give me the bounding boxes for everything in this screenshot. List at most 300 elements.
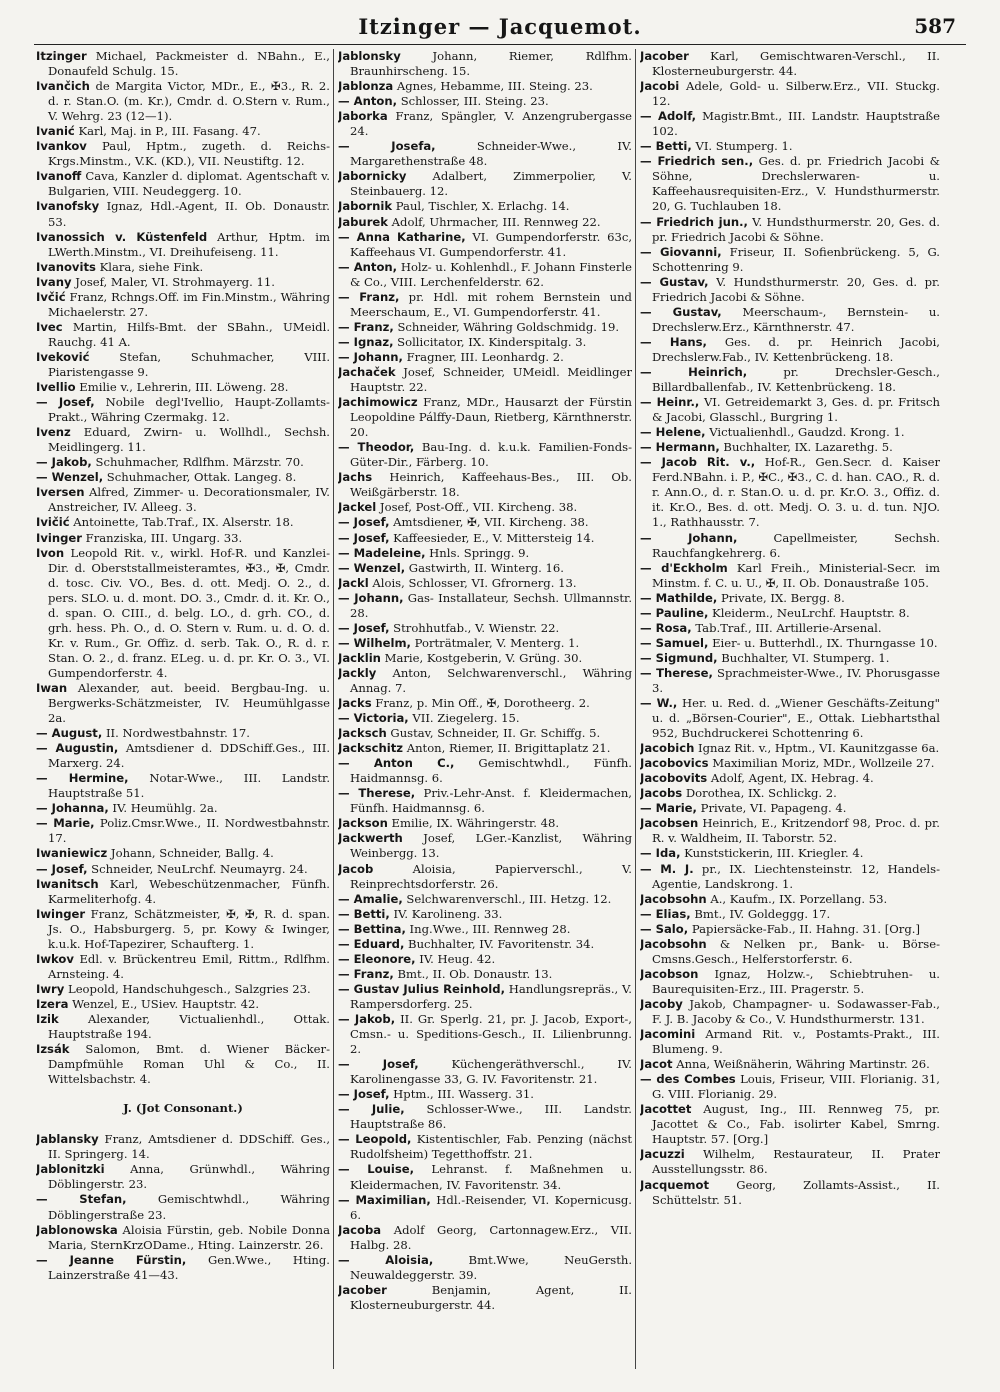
directory-entry — [640, 139, 940, 154]
directory-entry — [36, 79, 330, 124]
directory-entry — [36, 485, 330, 515]
directory-entry — [338, 515, 632, 530]
entry-surname: — Therese, — [338, 786, 416, 801]
entry-details: Gustav, Schneider, II. Gr. Schiffg. 5. — [386, 726, 601, 741]
entry-details: Ges. d. pr. Heinrich Jacobi, Drechslerw.Fab., IV. Kettenbrückeng. 18. — [652, 334, 940, 364]
directory-entry — [338, 831, 632, 861]
entry-surname: Jackel — [338, 500, 377, 515]
directory-entry — [338, 1193, 632, 1223]
entry-surname: — Wenzel, — [36, 470, 104, 485]
entry-details: Karl, Webeschützenmacher, Fünfh. Karmeliterhofg. 4. — [48, 876, 330, 906]
column-divider — [333, 49, 334, 1369]
entry-surname: — Franz, — [338, 319, 394, 334]
entry-details: Ignaz Rit. v., Hptm., VI. Kaunitzgasse 6a. — [694, 741, 940, 756]
entry-details: Emilie v., Lehrerin, III. Löweng. 28. — [75, 380, 289, 395]
entry-details: Franz, Schätzmeister, ✠, ✠, R. d. span. Js. O., Habsburgerg. 5, pr. Kowy & Iwinger, k.u.k. Hof-Tapezirer, Schaufterg. 1. — [48, 906, 330, 951]
entry-surname: — Gustav Julius Reinhold, — [338, 981, 505, 996]
entry-details: August, Ing., III. Rennweg 75, pr. Jacottet & Co., Fab. isolirter Kabel, Smrng. Hauptstr. 57. [Org.] — [652, 1102, 940, 1147]
directory-entry — [640, 395, 940, 425]
entry-surname: Jackwerth — [338, 831, 403, 846]
directory-entry — [338, 576, 632, 591]
directory-entry — [338, 350, 632, 365]
entry-surname: — Stefan, — [36, 1192, 127, 1207]
entry-details: Maximilian Moriz, MDr., Wollzeile 27. — [708, 756, 935, 771]
entry-details: Josef, Maler, VI. Strohmayerg. 11. — [71, 274, 275, 289]
entry-surname: — Betti, — [640, 139, 692, 154]
directory-entry — [338, 786, 632, 816]
directory-entry — [338, 290, 632, 320]
entry-surname: Jacoba — [338, 1222, 382, 1237]
entry-surname: Iwan — [36, 680, 68, 695]
entry-details: Franziska, III. Ungarg. 33. — [81, 530, 243, 545]
directory-entry — [36, 425, 330, 455]
directory-entry — [36, 846, 330, 861]
directory-entry — [338, 365, 632, 395]
column-divider — [635, 49, 636, 1369]
entry-surname: Jackschitz — [338, 741, 404, 756]
entry-surname: — Johann, — [640, 530, 738, 545]
entry-details: pr. Hdl. mit rohem Bernstein und Meerschaum, E., VI. Gumpendorferstr. 41. — [350, 289, 632, 319]
directory-entry — [36, 741, 330, 771]
entry-surname: Jacobovits — [640, 771, 708, 786]
entry-surname: Jacks — [338, 696, 372, 711]
entry-surname: Jacksch — [338, 726, 387, 741]
entry-details: Lehranst. f. Maßnehmen u. Kleidermachen, IV. Favoritenstr. 34. — [350, 1162, 632, 1192]
entry-details: Paul, Tischler, X. Erlachg. 14. — [392, 199, 570, 214]
entry-surname: — Wenzel, — [338, 560, 406, 575]
entry-surname: Izik — [36, 1012, 59, 1026]
directory-entry — [338, 561, 632, 576]
directory-entry — [338, 335, 632, 350]
entry-surname: — Jakob, — [338, 1012, 396, 1026]
entry-details: Alexander, aut. beeid. Bergbau-Ing. u. Bergwerks-Schätzmeister, IV. Heumühlgasse 2a. — [48, 680, 330, 726]
directory-entry — [338, 756, 632, 786]
directory-entry — [640, 215, 940, 245]
entry-surname: — Aloisia, — [338, 1252, 434, 1267]
entry-details: Holz- u. Kohlenhdl., F. Johann Finsterle & Co., VIII. Lerchenfelderstr. 62. — [350, 259, 632, 289]
entry-surname: — Jeanne Fürstin, — [36, 1252, 187, 1267]
entry-surname: — Josef, — [338, 515, 390, 530]
header-rule — [34, 44, 966, 45]
directory-entry — [338, 320, 632, 335]
entry-surname: Jaburek — [338, 214, 388, 229]
entry-surname: Iwaniewicz — [36, 846, 108, 861]
entry-surname: Jacober — [338, 1282, 387, 1297]
directory-entry — [36, 169, 330, 199]
directory-entry — [338, 395, 632, 440]
entry-details: Schlosser, III. Steing. 23. — [397, 94, 549, 109]
entry-details: Gemischtwhdl., Währing Döblingerstraße 23. — [48, 1192, 330, 1222]
directory-entry — [640, 606, 940, 621]
directory-entry — [640, 365, 940, 395]
entry-surname: Jacobi — [640, 79, 680, 94]
directory-entry — [36, 455, 330, 470]
entry-details: A., Kaufm., IX. Porzellang. 53. — [706, 891, 888, 906]
entry-details: II. Nordwestbahnstr. 17. — [102, 726, 250, 741]
directory-entry — [338, 922, 632, 937]
entry-details: Martin, Hilfs-Bmt. der SBahn., UMeidl. Rauchg. 41 A. — [48, 319, 330, 349]
entry-details: Bmt., II. Ob. Donaustr. 13. — [393, 966, 553, 981]
entry-details: Küchengeräthverschl., IV. Karolinengasse 33, G. IV. Favoritenstr. 21. — [350, 1057, 632, 1087]
entry-details: Aloisia Fürstin, geb. Nobile Donna Maria, SternKrzODame., Hting. Lainzerstr. 26. — [48, 1222, 330, 1252]
directory-entry — [338, 546, 632, 561]
entry-surname: — Hermann, — [640, 440, 720, 455]
entry-surname: — Franz, — [338, 289, 400, 304]
page-number: 587 — [914, 14, 956, 38]
entry-surname: Itzinger — [36, 49, 87, 63]
entry-surname: Jacobsohn — [640, 936, 707, 951]
entry-details: Dorothea, IX. Schlickg. 2. — [682, 786, 837, 801]
entry-surname: — Marie, — [36, 816, 95, 831]
directory-entry — [36, 1253, 330, 1283]
directory-entry — [640, 49, 940, 79]
directory-entry — [640, 666, 940, 696]
entry-details: Josef, Schneider, UMeidl. Meidlinger Hauptstr. 22. — [350, 364, 632, 395]
entry-surname: — Hans, — [640, 334, 707, 349]
entry-surname: Ivany — [36, 274, 72, 289]
entry-details: Private, IX. Bergg. 8. — [717, 590, 845, 605]
entry-details: Notar-Wwe., III. Landstr. Hauptstraße 51. — [48, 771, 330, 801]
directory-entry — [640, 1072, 940, 1102]
entry-details: Ges. d. pr. Friedrich Jacobi & Söhne, Drechslerwaren- u. Kaffeehausrequisiten-Erz., V. Hundsthurmerstr. 20, G. Tuchlauben 18. — [652, 154, 940, 214]
entry-surname: Iwry — [36, 981, 65, 996]
directory-entry — [338, 500, 632, 515]
directory-entry — [640, 245, 940, 275]
entry-surname: Jacobsohn — [640, 891, 707, 906]
entry-details: Klara, siehe Fink. — [95, 259, 204, 274]
directory-entry — [36, 350, 330, 380]
entry-surname: — Josef, — [338, 620, 390, 635]
entry-details: Louis, Friseur, VIII. Florianig. 31, G. VIII. Florianig. 29. — [652, 1072, 940, 1102]
entry-surname: Jabornik — [338, 199, 393, 214]
entry-surname: — Elias, — [640, 906, 691, 921]
directory-entry — [640, 786, 940, 801]
entry-details: IV. Heumühlg. 2a. — [108, 801, 218, 816]
entry-details: V. Hundsthurmerstr. 20, Ges. d. pr. Friedrich Jacobi & Söhne. — [652, 274, 940, 304]
entry-details: Adolf Georg, Cartonnagew.Erz., VII. Halbg. 28. — [350, 1222, 632, 1252]
directory-entry — [36, 816, 330, 846]
column-2 — [338, 49, 632, 1369]
entry-details: Wilhelm, Restaurateur, II. Prater Ausstellungsstr. 86. — [652, 1147, 940, 1177]
entry-details: II. Gr. Sperlg. 21, pr. J. Jacob, Export-, Cmsn.- u. Speditions-Gesch., II. Lilienbrunng. 2. — [350, 1012, 632, 1057]
entry-surname: — Pauline, — [640, 605, 709, 620]
entry-surname: Ivec — [36, 319, 63, 334]
entry-details: & Nelken pr., Bank- u. Börse-Cmsns.Gesch., Helferstorferstr. 6. — [652, 936, 940, 966]
directory-entry — [640, 109, 940, 139]
entry-details: de Margita Victor, MDr., E., ✠3., R. 2. d. r. Stan.O. (m. Kr.), Cmdr. d. O.Stern v. Rum., V. Wehrg. 23 (12—1). — [48, 79, 330, 124]
entry-surname: Ivanossich v. Küstenfeld — [36, 229, 208, 244]
entry-surname: Jackson — [338, 816, 388, 831]
entry-details: Hptm., III. Wasserg. 31. — [389, 1087, 534, 1102]
directory-entry — [338, 1162, 632, 1192]
entry-details: Anna, Grünwhdl., Währing Döblingerstr. 23. — [48, 1162, 330, 1192]
directory-entry — [338, 952, 632, 967]
entry-details: Karl, Gemischtwaren-Verschl., II. Klosterneuburgerstr. 44. — [652, 49, 940, 79]
directory-entry — [36, 1012, 330, 1042]
entry-surname: — Louise, — [338, 1162, 415, 1177]
entry-surname: Jacobich — [640, 741, 695, 756]
directory-entry — [640, 1057, 940, 1072]
entry-details: Emilie, IX. Währingerstr. 48. — [387, 816, 560, 831]
entry-details: Marie, Kostgeberin, V. Grüng. 30. — [380, 650, 583, 665]
entry-surname: Jablonitzki — [36, 1162, 105, 1177]
entry-details: Agnes, Hebamme, III. Steing. 23. — [393, 79, 593, 94]
directory-entry — [36, 726, 330, 741]
directory-entry — [338, 967, 632, 982]
entry-details: Adolf, Agent, IX. Hebrag. 4. — [707, 771, 874, 786]
entry-details: Strohhutfab., V. Wienstr. 22. — [389, 620, 560, 635]
directory-entry — [640, 305, 940, 335]
entry-surname: — Anton C., — [338, 756, 455, 771]
entry-surname: Ivanofsky — [36, 199, 100, 214]
entry-surname: — Josefa, — [338, 139, 436, 154]
directory-entry — [338, 651, 632, 666]
entry-details: Benjamin, Agent, II. Klosterneuburgerstr. 44. — [350, 1282, 632, 1312]
entry-details: Eduard, Zwirn- u. Wollhdl., Sechsh. Meidlingerg. 11. — [48, 425, 330, 455]
directory-entry — [338, 49, 632, 79]
entry-surname: — Maximilian, — [338, 1192, 431, 1207]
directory-entry — [640, 907, 940, 922]
directory-entry — [36, 546, 330, 681]
directory-entry — [338, 260, 632, 290]
entry-surname: Jackly — [338, 665, 377, 680]
entry-surname: — Julie, — [338, 1102, 405, 1117]
directory-entry — [338, 1132, 632, 1162]
entry-details: Arthur, Hptm. im LWerth.Minstm., VI. Dreihufeiseng. 11. — [48, 229, 330, 259]
entry-details: Johann, Schneider, Ballg. 4. — [107, 846, 274, 861]
entry-details: Private, VI. Papageng. 4. — [696, 801, 847, 816]
entry-details: Paul, Hptm., zugeth. d. Reichs-Krgs.Minstm., V.K. (KD.), VII. Neustiftg. 12. — [48, 139, 330, 169]
directory-entry — [338, 636, 632, 651]
directory-entry — [640, 922, 940, 937]
entry-surname: — Wilhelm, — [338, 635, 411, 650]
entry-surname: — Josef, — [36, 395, 95, 410]
entry-surname: — Jacob Rit. v., — [640, 455, 756, 470]
directory-entry — [640, 1147, 940, 1177]
entry-details: Buchhalter, VI. Stumperg. 1. — [717, 650, 890, 665]
entry-details: Franz, p. Min Off., ✠, Dorotheerg. 2. — [371, 696, 590, 711]
entry-details: VII. Ziegelerg. 15. — [408, 711, 520, 726]
entry-surname: Ivenz — [36, 425, 71, 440]
entry-details: Armand Rit. v., Postamts-Prakt., III. Blumeng. 9. — [652, 1027, 940, 1057]
directory-entry — [36, 395, 330, 425]
column-1 — [36, 49, 330, 1369]
entry-surname: Ivinger — [36, 530, 82, 545]
entry-surname: Jablonowska — [36, 1222, 118, 1237]
directory-entry — [338, 621, 632, 636]
entry-details: Adalbert, Zimmerpolier, V. Steinbauerg. 12. — [350, 169, 632, 199]
entry-details: Porträtmaler, V. Menterg. 1. — [410, 635, 580, 650]
entry-details: Schneider, Währing Goldschmidg. 19. — [393, 319, 620, 334]
entry-surname: Jachaček — [338, 364, 396, 379]
entry-surname: Jablonsky — [338, 49, 401, 63]
entry-surname: Jackl — [338, 575, 369, 590]
entry-details: Leopold, Handschuhgesch., Salzgries 23. — [64, 981, 311, 996]
directory-entry — [640, 801, 940, 816]
directory-entry — [640, 997, 940, 1027]
entry-details: Johann, Riemer, Rdlfhm. Braunhirscheng. 15. — [350, 49, 632, 79]
entry-details: Victualienhdl., Gaudzd. Krong. 1. — [705, 425, 905, 440]
entry-surname: — Gustav, — [640, 304, 722, 319]
entry-details: IV. Heug. 42. — [415, 951, 496, 966]
entry-details: Edl. v. Brückentreu Emil, Rittm., Rdlfhm. Arnsteing. 4. — [48, 951, 330, 981]
entry-details: Schuhmacher, Ottak. Langeg. 8. — [103, 470, 297, 485]
directory-entry — [640, 440, 940, 455]
entry-surname: — Madeleine, — [338, 545, 426, 560]
entry-surname: — W., — [640, 696, 678, 711]
directory-entry — [338, 199, 632, 214]
entry-surname: — Jakob, — [36, 455, 92, 470]
entry-details: Salomon, Bmt. d. Wiener Bäcker-Dampfmühle Roman Uhl & Co., II. Wittelsbachstr. 4. — [48, 1042, 330, 1087]
entry-details: Stefan, Schuhmacher, VIII. Piaristengasse 9. — [48, 349, 330, 379]
entry-surname: — Eduard, — [338, 936, 405, 951]
entry-surname: Iwkov — [36, 951, 74, 966]
directory-entry — [338, 1102, 632, 1132]
directory-entry — [36, 862, 330, 877]
directory-entry — [640, 1027, 940, 1057]
directory-entry — [640, 531, 940, 561]
entry-details: Sprachmeister-Wwe., IV. Phorusgasse 3. — [652, 665, 940, 695]
entry-details: Friseur, II. Sofienbrückeng. 5, G. Schottenring 9. — [652, 244, 940, 274]
directory-entry — [338, 591, 632, 621]
directory-entry — [36, 952, 330, 982]
directory-entry — [36, 771, 330, 801]
entry-details: Michael, Packmeister d. NBahn., E., Donaufeld Schulg. 15. — [48, 49, 330, 79]
entry-surname: — Josef, — [338, 1087, 390, 1102]
entry-details: Gastwirth, II. Winterg. 16. — [405, 560, 564, 575]
directory-entry — [36, 801, 330, 816]
directory-entry — [338, 1057, 632, 1087]
directory-entry — [640, 455, 940, 530]
entry-details: Schuhmacher, Rdlfhm. Märzstr. 70. — [91, 455, 304, 470]
entry-surname: Ivičić — [36, 515, 70, 530]
entry-details: Amtsdiener, ✠, VII. Kircheng. 38. — [389, 515, 589, 530]
entry-surname: — Bettina, — [338, 921, 406, 936]
entry-surname: Iwanitsch — [36, 876, 99, 891]
directory-entry — [640, 816, 940, 846]
directory-entry — [338, 907, 632, 922]
entry-details: Josef, LGer.-Kanzlist, Währing Weinbergg. 13. — [350, 831, 632, 861]
directory-entry — [640, 756, 940, 771]
entry-surname: — Victoria, — [338, 711, 409, 726]
entry-details: pr. Drechsler-Gesch., Billardballenfab., IV. Kettenbrückeng. 18. — [652, 364, 940, 395]
directory-entry — [36, 124, 330, 139]
entry-surname: Jacklin — [338, 650, 381, 665]
directory-entry — [640, 862, 940, 892]
entry-surname: — Sigmund, — [640, 650, 718, 665]
directory-entry — [338, 937, 632, 952]
entry-surname: Ivančich — [36, 79, 90, 94]
entry-surname: Iversen — [36, 485, 85, 500]
entry-details: Jakob, Champagner- u. Sodawasser-Fab., F. J. B. Jacoby & Co., V. Hundsthurmerstr. 131. — [652, 996, 940, 1026]
directory-entry — [640, 425, 940, 440]
directory-entry — [36, 230, 330, 260]
entry-surname: Ivellio — [36, 380, 76, 395]
section-heading: J. (Jot Consonant.) — [123, 1101, 243, 1116]
entry-surname: Izsák — [36, 1042, 70, 1057]
entry-surname: Jaborka — [338, 109, 388, 124]
entry-surname: Jachs — [338, 470, 373, 485]
entry-details: Anton, Riemer, II. Brigittaplatz 21. — [403, 741, 611, 756]
directory-entry — [640, 651, 940, 666]
directory-entry — [338, 230, 632, 260]
entry-details: Franz, MDr., Hausarzt der Fürstin Leopoldine Pálffy-Daun, Rietberg, Kärnthnerstr. 20. — [350, 395, 632, 440]
entry-surname: — Franz, — [338, 966, 394, 981]
directory-entry — [36, 1132, 330, 1162]
entry-surname: — Amalie, — [338, 891, 403, 906]
entry-surname: Iveković — [36, 349, 90, 364]
entry-surname: — Anton, — [338, 259, 398, 274]
directory-entry — [36, 997, 330, 1012]
entry-surname: Ivčić — [36, 289, 66, 304]
entry-surname: Jabornicky — [338, 169, 407, 184]
entry-surname: Jachimowicz — [338, 395, 418, 410]
entry-details: Selchwarenverschl., III. Hetzg. 12. — [402, 891, 612, 906]
directory-entry — [338, 696, 632, 711]
directory-entry — [338, 1223, 632, 1253]
entry-details: Gemischtwhdl., Fünfh. Haidmannsg. 6. — [350, 756, 632, 786]
entry-surname: — Theodor, — [338, 440, 415, 455]
entry-details: Bau-Ing. d. k.u.k. Familien-Fonds-Güter-Dir., Färberg. 10. — [350, 440, 632, 470]
entry-details: Sollicitator, IX. Kinderspitalg. 3. — [393, 334, 587, 349]
entry-surname: Jacobs — [640, 786, 683, 801]
entry-surname: — Johanna, — [36, 801, 109, 816]
entry-details: VI. Stumperg. 1. — [691, 139, 793, 154]
directory-entry — [36, 1162, 330, 1192]
entry-surname: — des Combes — [640, 1072, 736, 1087]
directory-entry — [338, 215, 632, 230]
directory-entry — [640, 846, 940, 861]
entry-surname: — Marie, — [640, 801, 697, 816]
directory-entry — [338, 109, 632, 139]
entry-details: Schneider-Wwe., IV. Margarethenstraße 48. — [350, 139, 632, 169]
directory-entry — [36, 260, 330, 275]
directory-entry — [338, 139, 632, 169]
entry-surname: Jacobson — [640, 966, 699, 981]
entry-surname: Ivanovits — [36, 259, 96, 274]
entry-details: Ignaz, Hdl.-Agent, II. Ob. Donaustr. 53. — [48, 199, 330, 229]
entry-surname: Jablonza — [338, 79, 394, 94]
entry-surname: — Mathilde, — [640, 590, 718, 605]
directory-entry — [640, 591, 940, 606]
entry-details: Alfred, Zimmer- u. Decorationsmaler, IV. Anstreicher, IV. Alleeg. 3. — [48, 485, 330, 515]
entry-details: Franz, Rchngs.Off. im Fin.Minstm., Währing Michaelerstr. 27. — [48, 289, 330, 319]
entry-details: Schneider, NeuLrchf. Neumayrg. 24. — [87, 861, 308, 876]
entry-surname: Jacobsen — [640, 816, 699, 831]
entry-surname: — Giovanni, — [640, 244, 722, 259]
entry-details: Kleiderm., NeuLrchf. Hauptstr. 8. — [708, 605, 910, 620]
entry-details: Franz, Spängler, V. Anzengrubergasse 24. — [350, 109, 632, 139]
entry-surname: — Anton, — [338, 94, 398, 109]
page-title: Itzinger — Jacquemot. — [358, 14, 642, 39]
directory-entry — [640, 771, 940, 786]
entry-surname: Jacottet — [640, 1102, 692, 1117]
directory-entry — [338, 440, 632, 470]
entry-surname: Jacquemot — [640, 1177, 710, 1192]
entry-surname: — Rosa, — [640, 620, 692, 635]
entry-details: pr., IX. Liechtensteinstr. 12, Handels-Agentie, Landskrong. 1. — [652, 861, 940, 891]
entry-details: Anton, Selchwarenverschl., Währing Annag. 7. — [350, 665, 632, 695]
entry-surname: Jablansky — [36, 1132, 99, 1147]
entry-surname: Ivon — [36, 545, 65, 560]
entry-details: Nobile degl'Ivellio, Haupt-Zollamts-Prakt., Währing Czermakg. 12. — [48, 395, 330, 425]
entry-details: Meerschaum-, Bernstein- u. Drechslerw.Erz., Kärnthnerstr. 47. — [652, 304, 940, 334]
directory-entry — [338, 1012, 632, 1057]
entry-surname: — Johann, — [338, 590, 404, 605]
entry-surname: Izera — [36, 996, 69, 1011]
entry-details: Karl Freih., Ministerial-Secr. im Minstm. f. C. u. U., ✠, II. Ob. Donaustraße 105. — [652, 560, 940, 590]
entry-details: Handlungsrepräs., V. Rampersdorferg. 25. — [350, 981, 632, 1011]
